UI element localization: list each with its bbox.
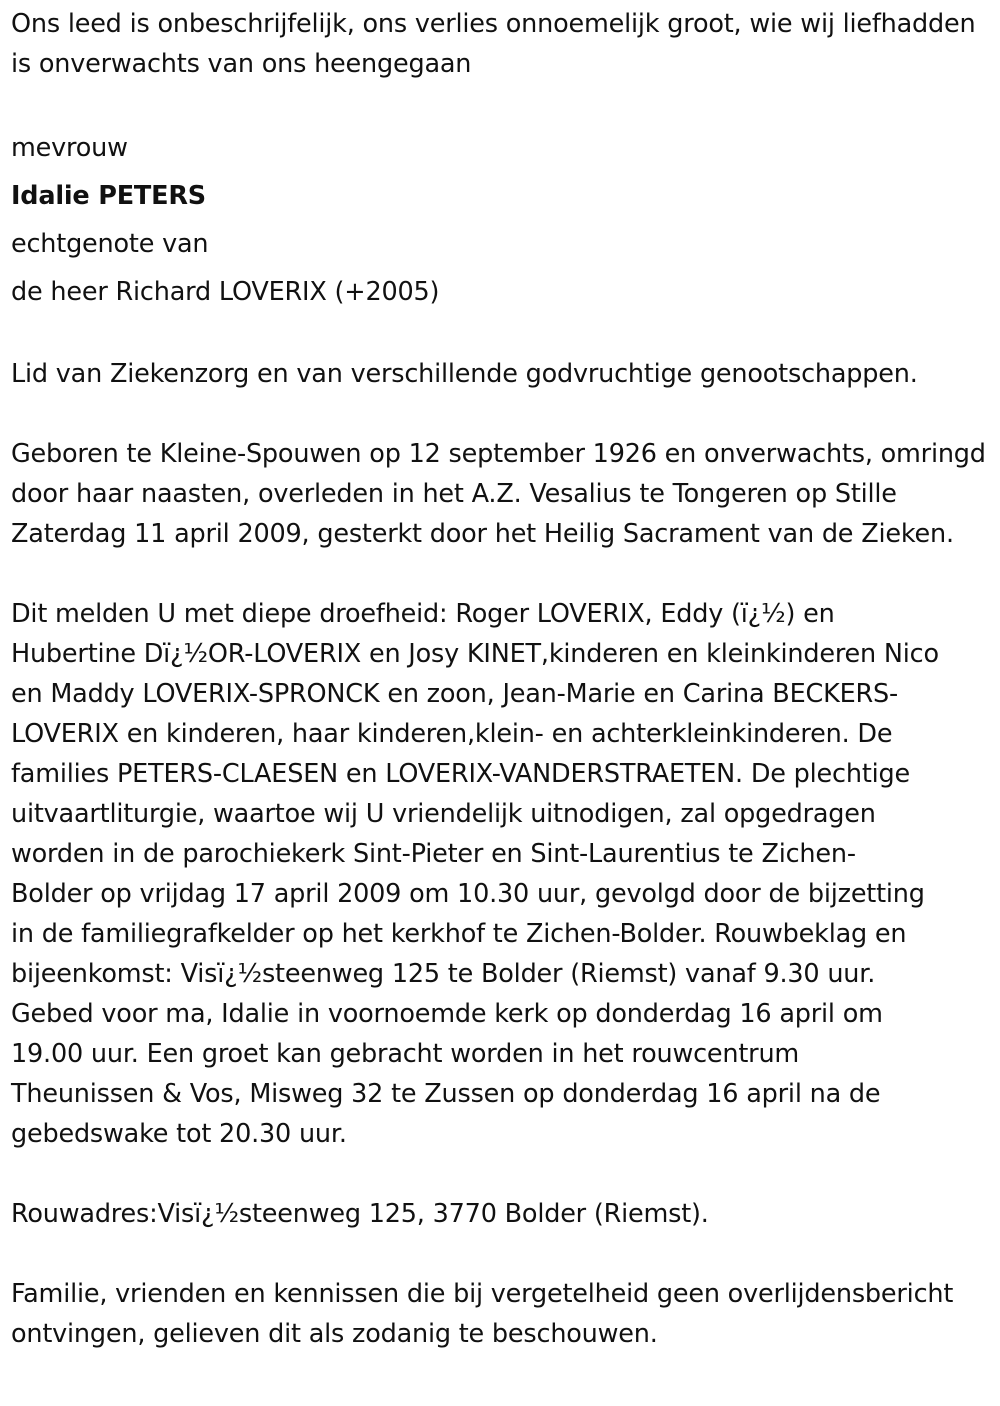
announcement-line: Bolder op vrijdag 17 april 2009 om 10.30 uur, gevolgd door de bijzetting bbox=[11, 879, 925, 909]
spacer bbox=[11, 84, 996, 124]
closing-paragraph: Familie, vrienden en kennissen die bij vergetelheid geen overlijdensbericht ontvingen, gelieven dit als zodanig te beschouwen. bbox=[11, 1279, 954, 1349]
announcement-line: families PETERS-CLAESEN en LOVERIX-VANDERSTRAETEN. De plechtige bbox=[11, 759, 910, 789]
announcement-line: Dit melden U met diepe droefheid: Roger LOVERIX, Eddy (ï¿½) en bbox=[11, 599, 835, 629]
announcement-paragraph bbox=[11, 594, 996, 1154]
spouse-name: de heer Richard LOVERIX (+2005) bbox=[11, 277, 440, 307]
mourning-address: Rouwadres:Visï¿½steenweg 125, 3770 Bolder (Riemst). bbox=[11, 1199, 709, 1229]
spacer bbox=[11, 1154, 996, 1194]
salutation: mevrouw bbox=[11, 133, 128, 163]
membership-paragraph: Lid van Ziekenzorg en van verschillende godvruchtige genootschappen. bbox=[11, 359, 918, 389]
spacer bbox=[11, 554, 996, 594]
obituary-text bbox=[11, 4, 996, 1354]
announcement-line: Hubertine Dï¿½OR-LOVERIX en Josy KINET,kinderen en kleinkinderen Nico bbox=[11, 639, 939, 669]
announcement-line: worden in de parochiekerk Sint-Pieter en Sint-Laurentius te Zichen- bbox=[11, 839, 856, 869]
birth-death-paragraph: Geboren te Kleine-Spouwen op 12 september 1926 en onverwachts, omringd door haar naasten, overleden in het A.Z. Vesalius te Tongeren op Stille Zaterdag 11 april 2009, gesterkt door het Heilig Sacrament van de Zieken. bbox=[11, 439, 986, 549]
spacer bbox=[11, 316, 996, 354]
announcement-line: Gebed voor ma, Idalie in voornoemde kerk op donderdag 16 april om bbox=[11, 999, 883, 1029]
spacer bbox=[11, 1234, 996, 1274]
announcement-line: in de familiegrafkelder op het kerkhof te Zichen-Bolder. Rouwbeklag en bbox=[11, 919, 907, 949]
relation-text: echtgenote van bbox=[11, 229, 209, 259]
spacer bbox=[11, 394, 996, 434]
intro-paragraph: Ons leed is onbeschrijfelijk, ons verlies onnoemelijk groot, wie wij liefhadden is onverwachts van ons heengegaan bbox=[11, 9, 976, 79]
announcement-line: 19.00 uur. Een groet kan gebracht worden in het rouwcentrum bbox=[11, 1039, 800, 1069]
announcement-line: bijeenkomst: Visï¿½steenweg 125 te Bolder (Riemst) vanaf 9.30 uur. bbox=[11, 959, 876, 989]
announcement-line: LOVERIX en kinderen, haar kinderen,klein- en achterkleinkinderen. De bbox=[11, 719, 893, 749]
announcement-line: en Maddy LOVERIX-SPRONCK en zoon, Jean-Marie en Carina BECKERS- bbox=[11, 679, 899, 709]
deceased-name: Idalie PETERS bbox=[11, 181, 206, 211]
announcement-line: uitvaartliturgie, waartoe wij U vriendelijk uitnodigen, zal opgedragen bbox=[11, 799, 876, 829]
announcement-line: Theunissen & Vos, Misweg 32 te Zussen op donderdag 16 april na de bbox=[11, 1079, 881, 1109]
announcement-line: gebedswake tot 20.30 uur. bbox=[11, 1119, 347, 1149]
